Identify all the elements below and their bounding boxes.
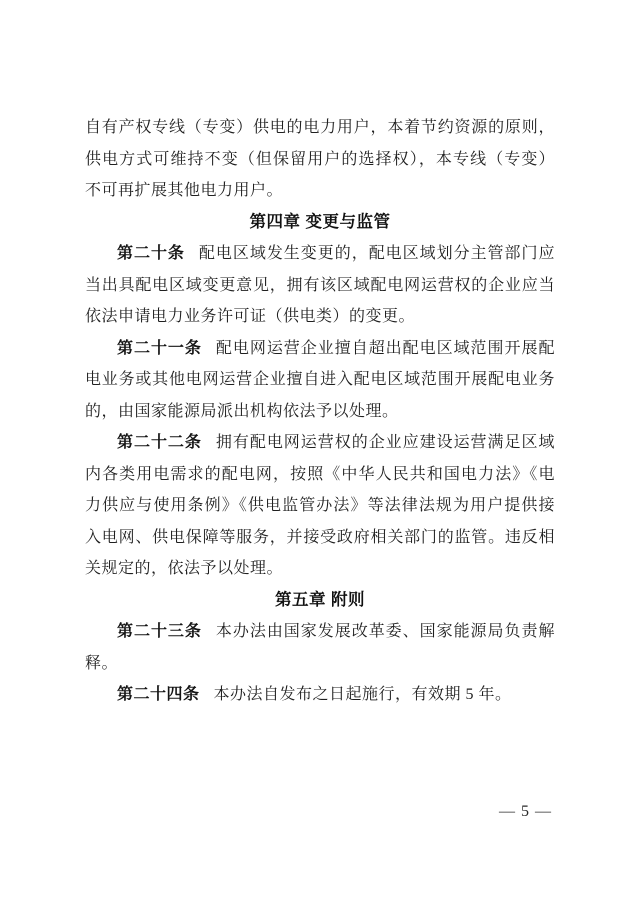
document-content bbox=[85, 112, 555, 711]
page-number: — 5 — bbox=[499, 803, 552, 820]
article-21-number: 第二十一条 bbox=[117, 339, 202, 357]
paragraph-continuation: 自有产权专线（专变）供电的电力用户，本着节约资源的原则，供电方式可维持不变（但保留用户的选择权），本专线（专变）不可再扩展其他电力用户。 bbox=[85, 119, 555, 199]
article-24 bbox=[85, 679, 555, 711]
article-23-number: 第二十三条 bbox=[117, 623, 202, 640]
article-22 bbox=[85, 427, 555, 585]
article-23-text: 本办法由国家发展改革委、国家能源局负责解释。 bbox=[85, 623, 555, 672]
chapter-heading-5: 第五章 附则 bbox=[274, 590, 366, 609]
article-24-number: 第二十四条 bbox=[117, 686, 200, 703]
article-20-number: 第二十条 bbox=[117, 245, 185, 262]
article-22-text: 拥有配电网运营权的企业应建设运营满足区域内各类用电需求的配电网，按照《中华人民共和国电力法》《电力供应与使用条例》《供电监管办法》等法律法规为用户提供接入电网、供电保障等服务，并接受政府相关部门的监管。违反相关规定的，依法予以处理。 bbox=[85, 434, 555, 577]
article-24-text: 本办法自发布之日起施行，有效期 5 年。 bbox=[213, 686, 512, 703]
article-20 bbox=[85, 238, 555, 333]
article-21 bbox=[85, 333, 555, 428]
article-22-number: 第二十二条 bbox=[117, 434, 202, 451]
article-21-text: 配电网运营企业擅自超出配电区域范围开展配电业务或其他电网运营企业擅自进入配电区域范围开展配电业务的，由国家能源局派出机构依法予以处理。 bbox=[85, 339, 555, 420]
article-23 bbox=[85, 616, 555, 679]
article-20-text: 配电区域发生变更的，配电区域划分主管部门应当出具配电区域变更意见，拥有该区域配电网运营权的企业应当依法申请电力业务许可证（供电类）的变更。 bbox=[85, 245, 555, 325]
chapter-heading-4: 第四章 变更与监管 bbox=[249, 212, 391, 231]
